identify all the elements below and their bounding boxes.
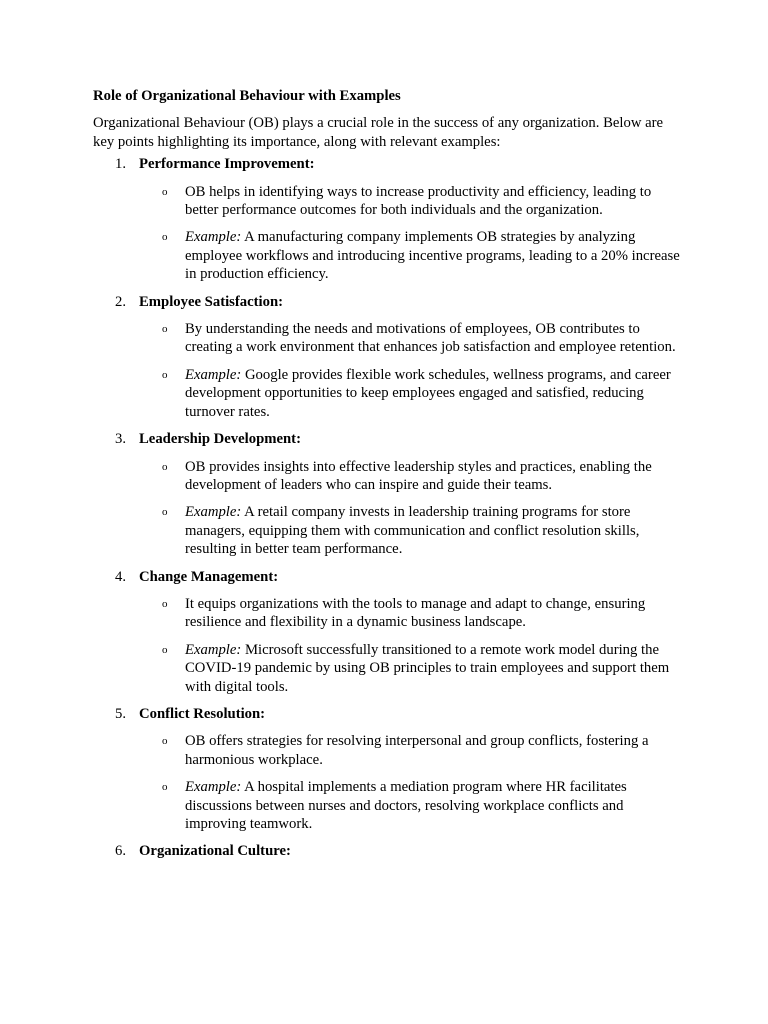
example-label: Example:: [185, 366, 242, 383]
section-heading-row: [93, 430, 683, 448]
sub-point: [93, 595, 683, 632]
sub-point: [93, 320, 683, 357]
sub-point-list: [93, 595, 683, 696]
circle-bullet-icon: o: [162, 185, 168, 198]
example-label: Example:: [185, 779, 242, 796]
section-item: [93, 842, 683, 860]
circle-bullet-icon: o: [162, 506, 168, 519]
section-number: 3.: [115, 431, 127, 448]
circle-bullet-icon: o: [162, 460, 168, 473]
section-heading-row: [93, 842, 683, 860]
example-point: [93, 228, 683, 283]
document-body: [93, 87, 683, 870]
section-heading: Employee Satisfaction:: [139, 293, 284, 310]
section-number: 1.: [115, 156, 127, 173]
sub-point: [93, 732, 683, 769]
section-number: 2.: [115, 293, 127, 310]
section-heading: Performance Improvement:: [139, 156, 315, 173]
section-list: [93, 155, 683, 861]
example-text: A retail company invests in leadership training programs for store managers, equipping them with communication and conflict resolution skills, resulting in better team performance.: [185, 504, 640, 558]
example-point: [93, 503, 683, 558]
document-title: Role of Organizational Behaviour with Examples: [93, 88, 401, 104]
circle-bullet-icon: o: [162, 368, 168, 381]
circle-bullet-icon: o: [162, 597, 168, 610]
section-item: [93, 705, 683, 833]
sub-point-list: [93, 183, 683, 284]
sub-point: [93, 183, 683, 220]
intro-paragraph: Organizational Behaviour (OB) plays a crucial role in the success of any organization. Below are key points highlighting its importance, along with relevant examples:: [93, 115, 664, 150]
section-number: 6.: [115, 843, 127, 860]
section-heading: Organizational Culture:: [139, 843, 291, 860]
sub-point-text: By understanding the needs and motivations of employees, OB contributes to creating a work environment that enhances job satisfaction and employee retention.: [185, 321, 676, 356]
example-label: Example:: [185, 504, 242, 521]
section-heading-row: [93, 568, 683, 586]
example-point: [93, 778, 683, 833]
example-text: A manufacturing company implements OB strategies by analyzing employee workflows and introducing incentive programs, leading to a 20% increase in production efficiency.: [185, 229, 680, 283]
example-label: Example:: [185, 641, 242, 658]
example-label: Example:: [185, 229, 242, 246]
section-number: 5.: [115, 705, 127, 722]
sub-point-list: [93, 732, 683, 833]
circle-bullet-icon: o: [162, 735, 168, 748]
section-number: 4.: [115, 568, 127, 585]
sub-point-text: OB offers strategies for resolving interpersonal and group conflicts, fostering a harmonious workplace.: [185, 733, 649, 768]
circle-bullet-icon: o: [162, 231, 168, 244]
sub-point-text: OB helps in identifying ways to increase productivity and efficiency, leading to better performance outcomes for both individuals and the organization.: [185, 183, 652, 219]
section-item: [93, 155, 683, 283]
circle-bullet-icon: o: [162, 323, 168, 336]
circle-bullet-icon: o: [162, 781, 168, 794]
section-heading-row: [93, 705, 683, 723]
example-text: A hospital implements a mediation program where HR facilitates discussions between nurses and doctors, resolving workplace conflicts and improving teamwork.: [185, 779, 627, 832]
sub-point-list: [93, 320, 683, 421]
example-text: Microsoft successfully transitioned to a remote work model during the COVID-19 pandemic by using OB principles to train employees and support them with digital tools.: [185, 641, 670, 695]
section-heading-row: [93, 155, 683, 173]
example-point: [93, 641, 683, 696]
sub-point: [93, 458, 683, 495]
section-item: [93, 293, 683, 421]
example-point: [93, 366, 683, 421]
sub-point-list: [93, 458, 683, 559]
section-item: [93, 430, 683, 558]
circle-bullet-icon: o: [162, 643, 168, 656]
section-heading: Conflict Resolution:: [139, 705, 266, 722]
section-item: [93, 568, 683, 696]
section-heading-row: [93, 293, 683, 311]
section-heading: Leadership Development:: [139, 431, 301, 448]
example-text: Google provides flexible work schedules, wellness programs, and career development opportunities to keep employees engaged and satisfied, reducing turnover rates.: [185, 366, 671, 420]
section-heading: Change Management:: [139, 568, 279, 585]
sub-point-text: OB provides insights into effective leadership styles and practices, enabling the development of leaders who can inspire and guide their teams.: [185, 458, 652, 493]
sub-point-text: It equips organizations with the tools to manage and adapt to change, ensuring resilience and flexibility in a dynamic business landscape.: [185, 595, 646, 631]
